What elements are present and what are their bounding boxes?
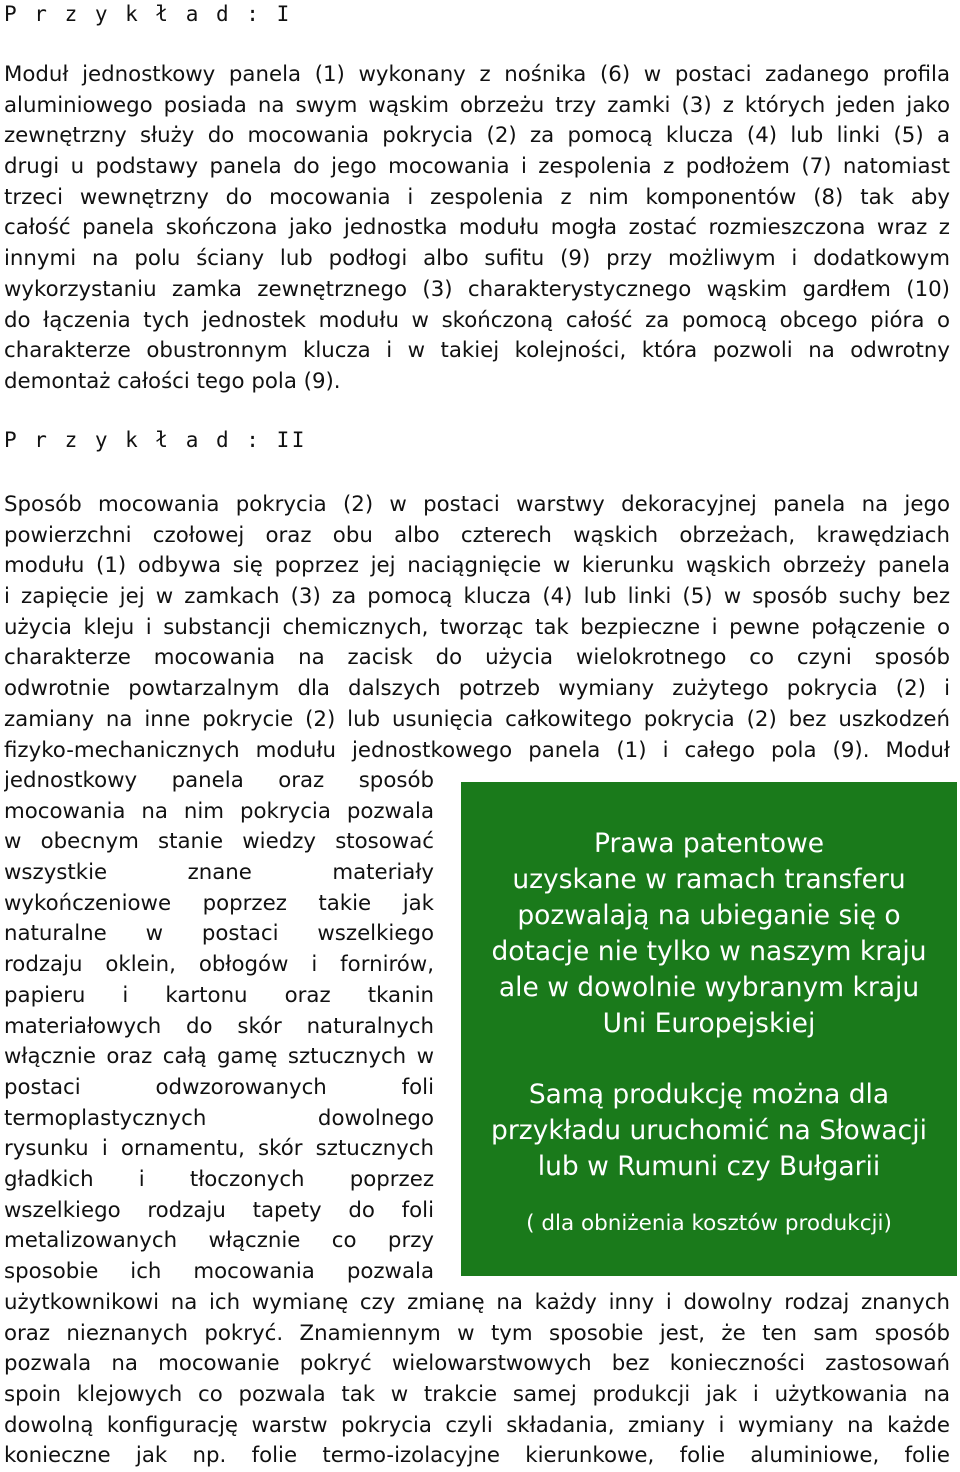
paragraph-line-last: demontaż całości tego pola (9).	[4, 368, 341, 394]
paragraph-line: spoin klejowych co pozwala tak w trakcie samej produkcji jak i użytkowania na	[4, 1382, 950, 1408]
paragraph-line: pozwala na mocowanie pokryć wielowarstwowych bez konieczności zastosowań	[4, 1351, 950, 1377]
callout-note: ( dla obniżenia kosztów produkcji)	[526, 1211, 892, 1236]
paragraph-line: wszystkie znane materiały	[4, 860, 434, 886]
paragraph-line: aluminiowego posiada na swym wąskim obrzeżu trzy zamki (3) z których jeden jako	[4, 92, 950, 118]
paragraph-line: w obecnym stanie wiedzy stosować	[4, 829, 434, 855]
paragraph-line: Sposób mocowania pokrycia (2) w postaci warstwy dekoracyjnej panela na jego	[4, 492, 950, 517]
paragraph-line: modułu (1) odbywa się poprzez jej naciągnięcie w kierunku wąskich obrzeży panela	[4, 553, 950, 579]
patent-callout-box	[461, 782, 957, 1276]
paragraph-line: powierzchni czołowej oraz obu albo czterech wąskich obrzeżach, krawędziach	[4, 522, 950, 548]
paragraph-line: zamiany na inne pokrycie (2) lub usunięcia całkowitego pokrycia (2) bez uszkodzeń	[4, 706, 950, 732]
paragraph-line: wykorzystaniu zamka zewnętrznego (3) charakterystycznego wąskim gardłem (10)	[4, 276, 950, 302]
example-2-heading: P r z y k ł a d : II	[4, 428, 307, 452]
paragraph-line: odwrotnie powtarzalnym dla dalszych potrzeb wymiany zużytego pokrycia (2) i	[4, 676, 950, 702]
example-2-paragraph-bottom	[4, 1288, 950, 1472]
paragraph-line: innymi na polu ściany lub podłogi albo sufitu (9) przy możliwym i dodatkowym	[4, 246, 950, 272]
paragraph-line: termoplastycznych dowolnego	[4, 1105, 434, 1131]
paragraph-line: fizyko-mechanicznych modułu jednostkowego panela (1) i całego pola (9). Moduł	[4, 737, 950, 763]
callout-line: Samą produkcję można dla	[528, 1079, 890, 1110]
paragraph-line: włącznie oraz całą gamę sztucznych w	[4, 1044, 434, 1070]
paragraph-line: metalizowanych włącznie co przy	[4, 1228, 434, 1254]
paragraph-line: papieru i kartonu oraz tkanin	[4, 982, 434, 1008]
paragraph-line: postaci odwzorowanych foli	[4, 1074, 434, 1100]
example-2-paragraph-top	[4, 490, 950, 766]
callout-block-patent-rights	[461, 782, 957, 1042]
callout-line: Prawa patentowe	[593, 828, 825, 859]
paragraph-line: użytkownikowi na ich wymianę czy zmianę na każdy inny i dowolny rodzaj znanych	[4, 1290, 950, 1315]
callout-line: ale w dowolnie wybranym kraju	[498, 972, 920, 1003]
paragraph-line: trzeci wewnętrzny do mocowania i zespolenia z nim komponentów (8) tak aby	[4, 184, 950, 210]
callout-line: przykładu uruchomić na Słowacji	[491, 1115, 927, 1146]
paragraph-line: dowolną konfigurację warstw pokrycia czyli składania, zmiany i wymiany na każde	[4, 1412, 950, 1438]
paragraph-line: wszelkiego rodzaju tapety do foli	[4, 1197, 434, 1223]
paragraph-line: charakterze obustronnym klucza i w takiej kolejności, która pozwoli na odwrotny	[4, 338, 950, 364]
paragraph-line: naturalne w postaci wszelkiego	[4, 921, 434, 947]
paragraph-line: sposobie ich mocowania pozwala	[4, 1259, 434, 1284]
paragraph-line: konieczne jak np. folie termo-izolacyjne kierunkowe, folie aluminiowe, folie	[4, 1443, 950, 1469]
paragraph-line: gładkich i tłoczonych poprzez	[4, 1166, 434, 1192]
paragraph-line: drugi u podstawy panela do jego mocowania i zespolenia z podłożem (7) natomiast	[4, 154, 950, 180]
example-1-heading: P r z y k ł a d : I	[4, 2, 292, 26]
paragraph-line: oraz nieznanych pokryć. Znamiennym w tym sposobie jest, że ten sam sposób	[4, 1320, 950, 1346]
example-1-paragraph	[4, 60, 950, 398]
callout-line: uzyskane w ramach transferu	[512, 864, 906, 895]
paragraph-line: mocowania na nim pokrycia pozwala	[4, 798, 434, 824]
paragraph-line: i zapięcie jej w zamkach (3) za pomocą klucza (4) lub linki (5) w sposób suchy bez	[4, 584, 950, 610]
paragraph-line: jednostkowy panela oraz sposób	[4, 768, 434, 793]
paragraph-line: użycia kleju i substancji chemicznych, tworząc tak bezpieczne i pewne połączenie o	[4, 614, 950, 640]
paragraph-line: do łączenia tych jednostek modułu w skończoną całość za pomocą obcego pióra o	[4, 307, 950, 333]
paragraph-line: zewnętrzny służy do mocowania pokrycia (2) za pomocą klucza (4) lub linki (5) a	[4, 123, 950, 149]
callout-line: Uni Europejskiej	[602, 1008, 816, 1039]
callout-line: pozwalają na ubieganie się o	[517, 900, 901, 931]
callout-block-production	[461, 1042, 957, 1185]
example-2-paragraph-wrapped	[4, 766, 434, 1288]
callout-line: dotacje nie tylko w naszym kraju	[491, 936, 927, 967]
paragraph-line: Moduł jednostkowy panela (1) wykonany z nośnika (6) w postaci zadanego profila	[4, 62, 950, 87]
paragraph-line: rysunku i ornamentu, skór sztucznych	[4, 1136, 434, 1162]
paragraph-line: całość panela skończona jako jednostka modułu mogła zostać rozmieszczona wraz z	[4, 215, 950, 241]
paragraph-line: rodzaju oklein, obłogów i fornirów,	[4, 952, 434, 978]
paragraph-line: charakterze mocowania na zacisk do użycia wielokrotnego co czyni sposób	[4, 645, 950, 671]
paragraph-line: materiałowych do skór naturalnych	[4, 1013, 434, 1039]
paragraph-line: wykończeniowe poprzez takie jak	[4, 890, 434, 916]
callout-line: lub w Rumuni czy Bułgarii	[537, 1151, 881, 1182]
